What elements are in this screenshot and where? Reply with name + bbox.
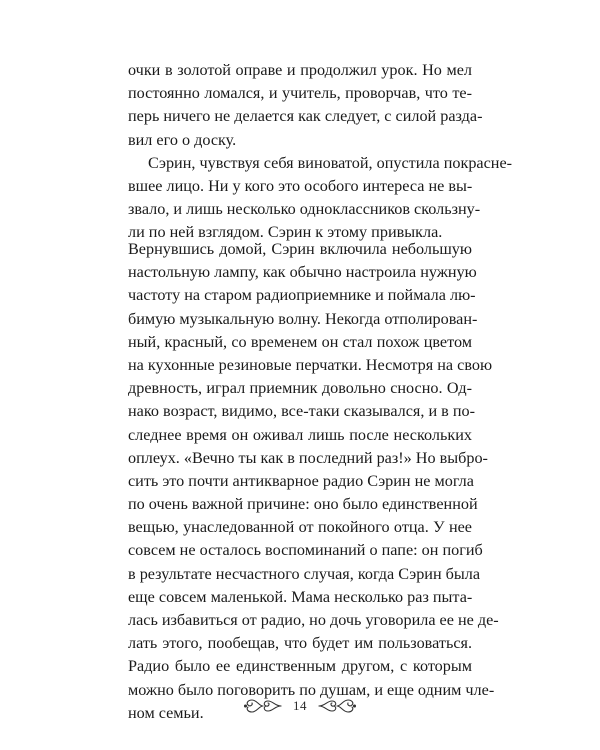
text-line: следнее время он оживал лишь после нескольких (128, 425, 472, 444)
text-line: в результате несчастного случая, когда Сэрин была (128, 564, 481, 583)
text-line: перь ничего не делается как следует, с силой разда- (128, 107, 483, 126)
text-line: частоту на старом радиоприемнике и поймала лю- (128, 286, 476, 305)
text-line: на кухонные резиновые перчатки. Несмотря на свою (128, 355, 493, 374)
text-line: нако возраст, видимо, все-таки сказывался, и в по- (128, 402, 476, 421)
text-line: по очень важной причине: оно было единственной (128, 495, 478, 514)
text-line: вещью, унаследованной от покойного отца. У нее (128, 518, 472, 537)
text-block-top (128, 59, 513, 245)
text-line: Сэрин, чувствуя себя виноватой, опустила покрасне- (148, 153, 513, 172)
text-line: Радио было ее единственным другом, с которым (128, 657, 472, 676)
text-line: настольную лампу, как обычно настроила нужную (128, 263, 477, 282)
flourish-ornament-left-icon (243, 697, 283, 715)
text-line: лать этого, пообещав, что будет им пользоваться. (128, 634, 472, 653)
text-line: вил его о доску. (128, 130, 237, 149)
text-line: еще совсем маленькой. Мама несколько раз пыта- (128, 587, 473, 606)
text-line: звало, и лишь несколько одноклассников скользну- (128, 200, 481, 219)
text-line: ном семьи. (128, 703, 204, 722)
text-line: ный, красный, со временем он стал похож цветом (128, 332, 472, 351)
page-footer (0, 691, 600, 721)
text-line: бимую музыкальную волну. Некогда отполирован- (128, 309, 478, 328)
text-block-main (128, 238, 499, 725)
text-line: можно было поговорить по душам, и еще одним чле- (128, 680, 495, 699)
text-line: оплеух. «Вечно ты как в последний раз!» Но выбро- (128, 448, 488, 467)
text-line: постоянно ломался, и учитель, проворчав, что те- (128, 84, 472, 103)
text-line: сить это почти антикварное радио Сэрин не могла (128, 471, 474, 490)
text-line: древность, играл приемник довольно сносно. Од- (128, 379, 472, 398)
text-line: Вернувшись домой, Сэрин включила небольшую (128, 240, 472, 258)
text-line: очки в золотой оправе и продолжил урок. Но мел (128, 61, 472, 79)
text-line: лась избавиться от радио, но дочь уговорила ее не де- (128, 611, 499, 629)
text-line: вшее лицо. Ни у кого это особого интереса не вы- (128, 176, 473, 195)
page-number: 14 (293, 698, 307, 713)
flourish-ornament-right-icon (317, 697, 357, 715)
text-line: ли по ней взглядом. Сэрин к этому привыкла. (128, 223, 443, 242)
text-line: совсем не осталось воспоминаний о папе: он погиб (128, 541, 483, 560)
